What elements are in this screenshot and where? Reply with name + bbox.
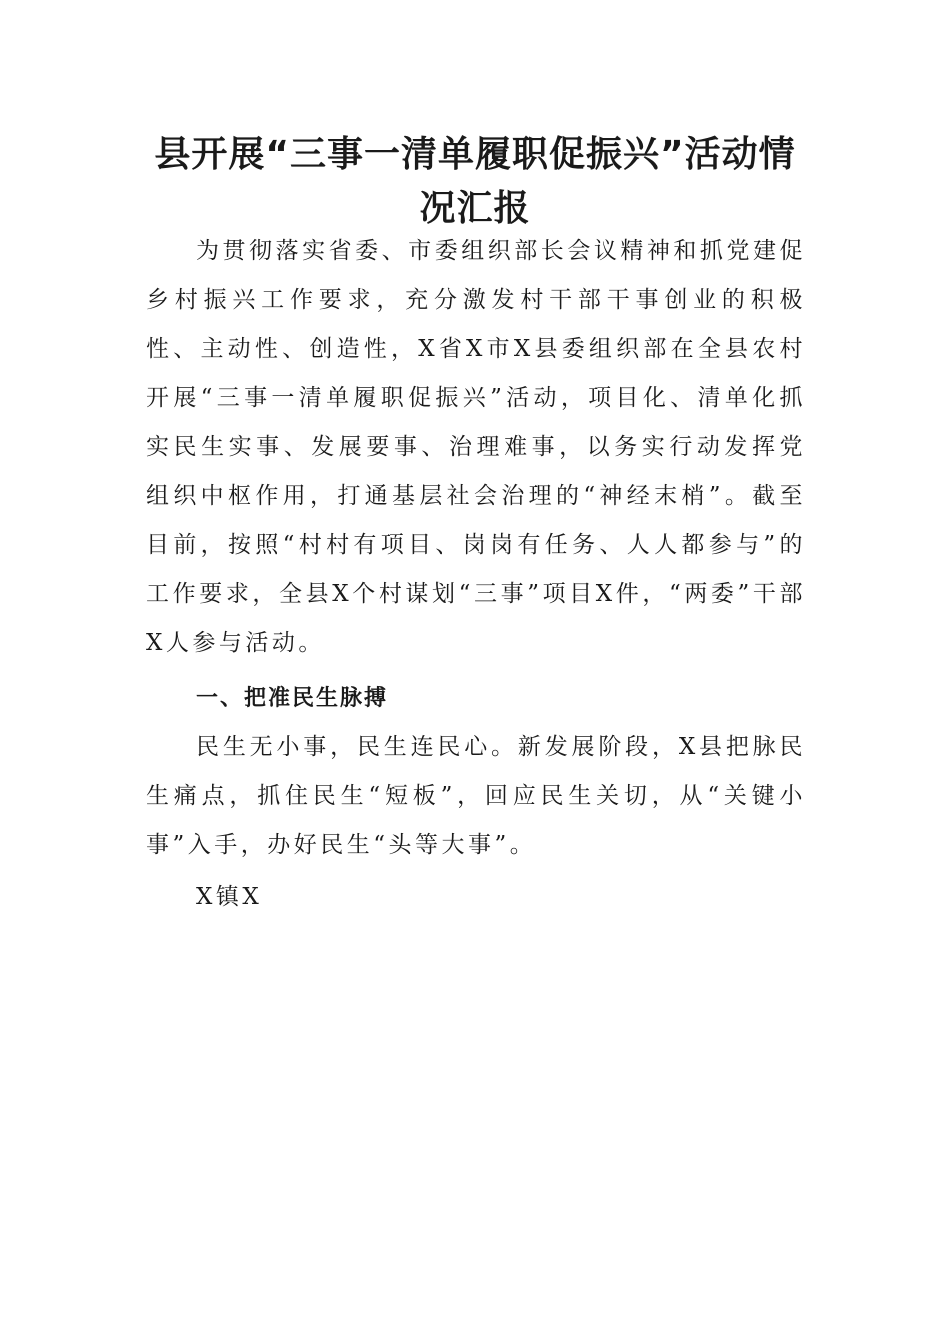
trailing-paragraph: X镇X bbox=[196, 884, 263, 910]
section-paragraph: 民生无小事，民生连民心。新发展阶段，X县把脉民生痛点，抓住民生“短板”，回应民生关切，从“关键小事”入手，办好民生“头等大事”。 bbox=[146, 734, 806, 858]
section-heading: 一、把准民生脉搏 bbox=[196, 686, 389, 711]
page-title: 县开展“三事一清单履职促振兴”活动情况汇报 bbox=[154, 134, 796, 229]
intro-paragraph: 为贯彻落实省委、市委组织部长会议精神和抓党建促乡村振兴工作要求，充分激发村干部干事创业的积极性、主动性、创造性，X省X市X县委组织部在全县农村开展“三事一清单履职促振兴”活动，项目化、清单化抓实民生实事、发展要事、治理难事，以务实行动发挥党组织中枢作用，打通基层社会治理的“神经末梢”。截至目前，按照“村村有项目、岗岗有任务、人人都参与”的工作要求，全县X个村谋划“三事”项目X件，“两委”干部X人参与活动。 bbox=[146, 238, 806, 656]
